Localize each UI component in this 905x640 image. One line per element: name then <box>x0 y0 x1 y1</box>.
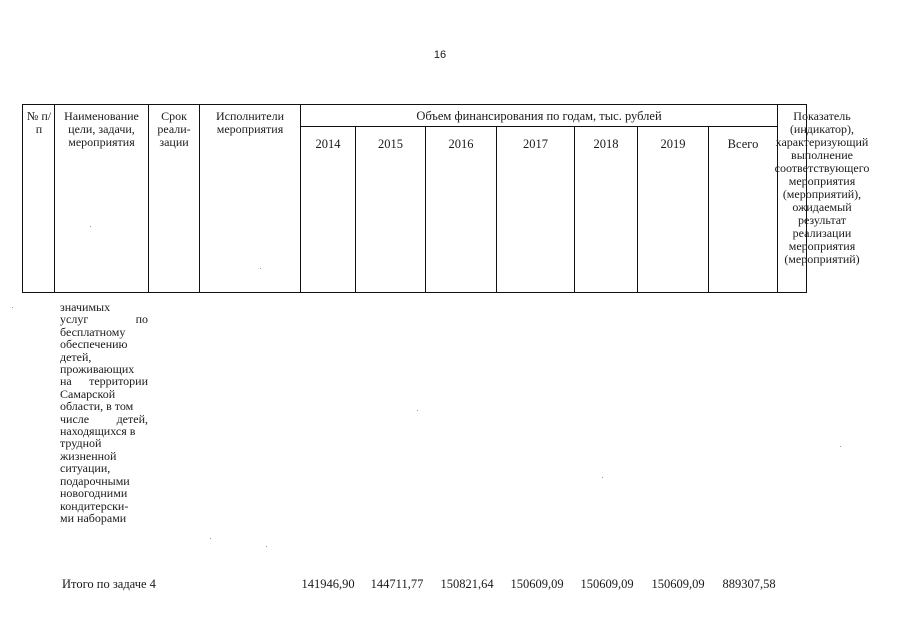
header-indicator <box>772 110 872 266</box>
total-2014: 141946,90 <box>301 577 355 591</box>
description-line: области, в том <box>60 399 134 414</box>
year-2017: 2017 <box>523 137 548 151</box>
scan-speck <box>12 307 13 308</box>
scan-speck <box>210 538 211 539</box>
scan-speck <box>260 268 261 269</box>
year-2018: 2018 <box>593 137 619 151</box>
header-name <box>55 110 148 149</box>
total-2016: 150821,64 <box>440 577 494 591</box>
header-executors <box>200 110 300 136</box>
header-top-border <box>22 104 807 105</box>
header-indicator-line: характеризующий <box>775 135 869 149</box>
col-divider <box>22 104 23 293</box>
total-2015: 144711,77 <box>370 577 424 591</box>
header-indicator-line: ожидаемый <box>792 200 852 214</box>
header-name-line: цели, задачи, <box>68 122 135 136</box>
scan-speck <box>840 446 841 447</box>
scan-speck <box>266 546 267 547</box>
description-line: подарочными <box>60 473 130 488</box>
year-2016: 2016 <box>448 137 474 151</box>
description-line: находящихся в <box>60 424 136 439</box>
description-line: значимых <box>60 300 111 314</box>
description-line: ситуации, <box>60 461 111 476</box>
header-name-line: Наименование <box>64 109 139 123</box>
measure-description <box>60 301 148 524</box>
header-indicator-line: соответствующего <box>774 161 870 175</box>
total-2019: 150609,09 <box>651 577 705 591</box>
header-num: № п/п <box>26 109 52 136</box>
page-number: 16 <box>433 49 447 61</box>
header-indicator-line: реализации <box>792 226 852 240</box>
header-indicator-line: (индикатор), <box>789 122 855 136</box>
header-term-line: реали- <box>157 122 191 136</box>
header-indicator-line: (мероприятий) <box>784 252 860 266</box>
year-total: Всего <box>727 137 759 151</box>
description-line: детей, <box>60 349 92 364</box>
description-line: трудной <box>60 436 102 451</box>
col-divider <box>300 104 301 293</box>
header-indicator-line: (мероприятий), <box>782 187 862 201</box>
header-exec-line: Исполнители <box>215 109 285 123</box>
header-funding: Объем финансирования по годам, тыс. рублей <box>416 109 662 123</box>
table-header <box>22 104 870 293</box>
description-line: новогодними <box>60 486 128 501</box>
header-term-line: зации <box>159 135 189 149</box>
description-line: обеспечению <box>60 337 128 352</box>
header-exec-line: мероприятия <box>216 122 284 136</box>
header-indicator-line: выполнение <box>791 148 853 162</box>
scan-speck <box>602 477 603 478</box>
header-term-line: Срок <box>161 109 187 123</box>
description-line: на территории <box>60 374 148 389</box>
total-2018: 150609,09 <box>580 577 634 591</box>
year-2019: 2019 <box>660 137 686 151</box>
scan-speck <box>417 410 418 411</box>
header-term <box>149 110 199 149</box>
description-line: услуг по <box>60 312 148 327</box>
funding-subheader-line <box>300 126 777 127</box>
header-indicator-line: мероприятия <box>788 239 856 253</box>
description-line: жизненной <box>60 448 117 463</box>
description-line: кондитерски- <box>60 498 129 513</box>
total-label: Итого по задаче 4 <box>62 577 156 591</box>
header-indicator-line: результат <box>797 213 847 227</box>
header-indicator-line: мероприятия <box>788 174 856 188</box>
description-line: числе детей, <box>60 411 148 426</box>
header-bottom-border <box>22 292 807 293</box>
total-all: 889307,58 <box>722 577 776 591</box>
header-indicator-line: Показатель <box>793 109 851 123</box>
year-2014: 2014 <box>315 137 341 151</box>
year-2015: 2015 <box>378 137 403 151</box>
header-name-line: мероприятия <box>68 135 135 149</box>
description-line: Самарской <box>60 386 116 401</box>
description-line: бесплатному <box>60 324 126 339</box>
total-2017: 150609,09 <box>510 577 564 591</box>
description-line: проживающих <box>60 362 135 377</box>
description-line: ми наборами <box>60 510 127 525</box>
scan-speck <box>90 226 91 227</box>
